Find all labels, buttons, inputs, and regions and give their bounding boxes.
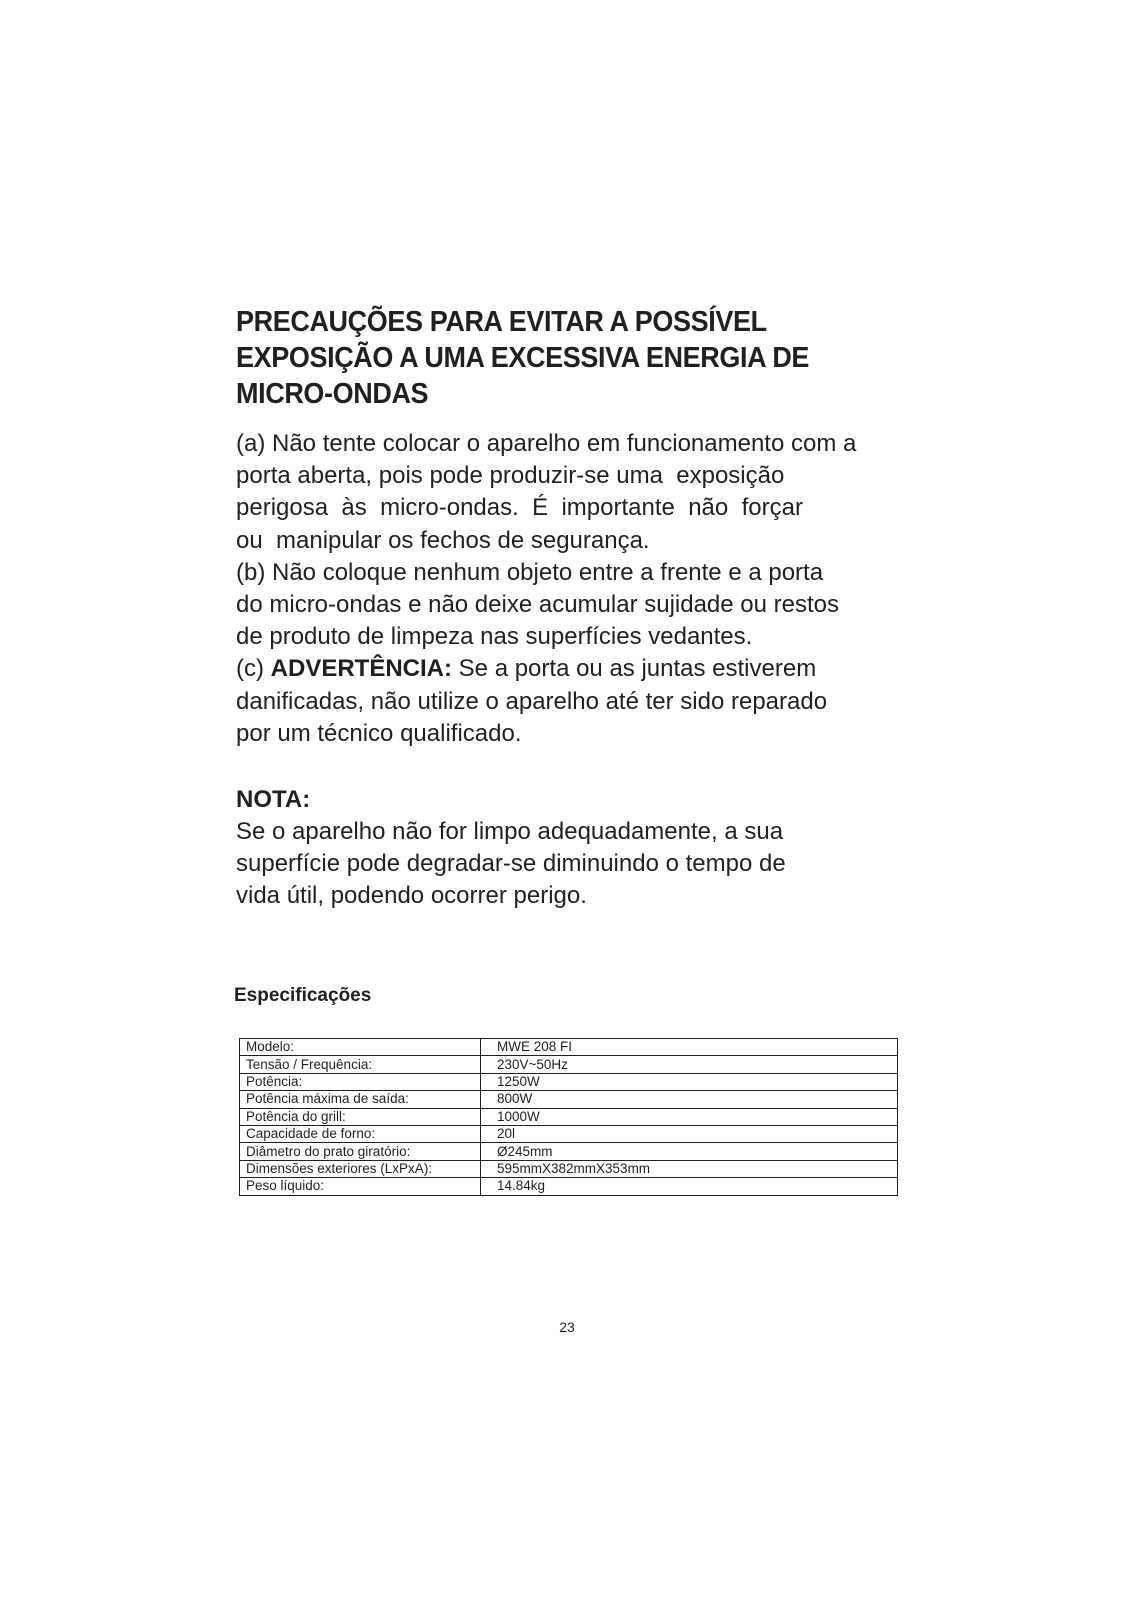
spec-label: Modelo:	[240, 1039, 481, 1056]
paragraph-a-line: perigosa às micro-ondas. É importante não forçar	[236, 494, 803, 522]
table-row	[240, 1178, 898, 1195]
paragraph-c-first-line	[236, 653, 956, 685]
table-row	[240, 1143, 898, 1160]
paragraph-c-line: danificadas, não utilize o aparelho até ter sido reparado	[236, 687, 828, 715]
spec-value: MWE 208 FI	[481, 1039, 898, 1056]
spec-label: Dimensões exteriores (LxPxA):	[240, 1160, 481, 1177]
note-label: NOTA:	[236, 786, 311, 813]
table-row	[240, 1091, 898, 1108]
spec-label: Peso líquido:	[240, 1178, 481, 1195]
table-row	[240, 1108, 898, 1125]
note-body	[236, 816, 956, 913]
spec-label: Tensão / Frequência:	[240, 1056, 481, 1073]
spec-label: Potência máxima de saída:	[240, 1091, 481, 1108]
paragraph-a-line: (a) Não tente colocar o aparelho em funcionamento com a	[236, 430, 857, 457]
table-row	[240, 1160, 898, 1177]
table-row	[240, 1039, 898, 1056]
spec-label: Potência do grill:	[240, 1108, 481, 1125]
spec-value: 1000W	[481, 1108, 898, 1125]
page-number: 23	[559, 1319, 575, 1335]
spec-label: Potência:	[240, 1073, 481, 1090]
paragraph-c-prefix: (c)	[236, 655, 271, 683]
spec-value: 800W	[481, 1091, 898, 1108]
paragraph-a-line: ou manipular os fechos de segurança.	[236, 526, 650, 554]
spec-value: 20l	[481, 1125, 898, 1142]
precautions-body	[236, 428, 956, 750]
heading-line: PRECAUÇÕES PARA EVITAR A POSSÍVEL	[236, 306, 767, 338]
heading-line: MICRO-ONDAS	[236, 378, 429, 410]
spec-label: Diâmetro do prato giratório:	[240, 1143, 481, 1160]
note-line: Se o aparelho não for limpo adequadamente, a sua	[236, 818, 784, 845]
spec-value: 14.84kg	[481, 1178, 898, 1195]
spec-label: Capacidade de forno:	[240, 1125, 481, 1142]
paragraph-b-line: do micro-ondas e não deixe acumular sujidade ou restos	[236, 591, 840, 619]
specs-title: Especificações	[234, 985, 372, 1006]
note-line: superfície pode degradar-se diminuindo o tempo de	[236, 850, 786, 878]
paragraph-b-line: (b) Não coloque nenhum objeto entre a frente e a porta	[236, 558, 824, 586]
paragraph-b-line: de produto de limpeza nas superfícies vedantes.	[236, 623, 753, 651]
paragraph-c-text: Se a porta ou as juntas estiverem	[452, 655, 817, 683]
section-heading	[236, 304, 887, 412]
spec-value: 1250W	[481, 1073, 898, 1090]
table-row	[240, 1073, 898, 1090]
spec-value: Ø245mm	[481, 1143, 898, 1160]
warning-label: ADVERTÊNCIA:	[270, 655, 452, 683]
specs-table	[239, 1038, 898, 1196]
table-row	[240, 1056, 898, 1073]
paragraph-a-line: porta aberta, pois pode produzir-se uma exposição	[236, 462, 785, 490]
paragraph-c-line: por um técnico qualificado.	[236, 719, 522, 747]
table-row	[240, 1125, 898, 1142]
heading-line: EXPOSIÇÃO A UMA EXCESSIVA ENERGIA DE	[236, 342, 810, 374]
spec-value: 230V~50Hz	[481, 1056, 898, 1073]
spec-value: 595mmX382mmX353mm	[481, 1160, 898, 1177]
note-line: vida útil, podendo ocorrer perigo.	[236, 882, 587, 910]
